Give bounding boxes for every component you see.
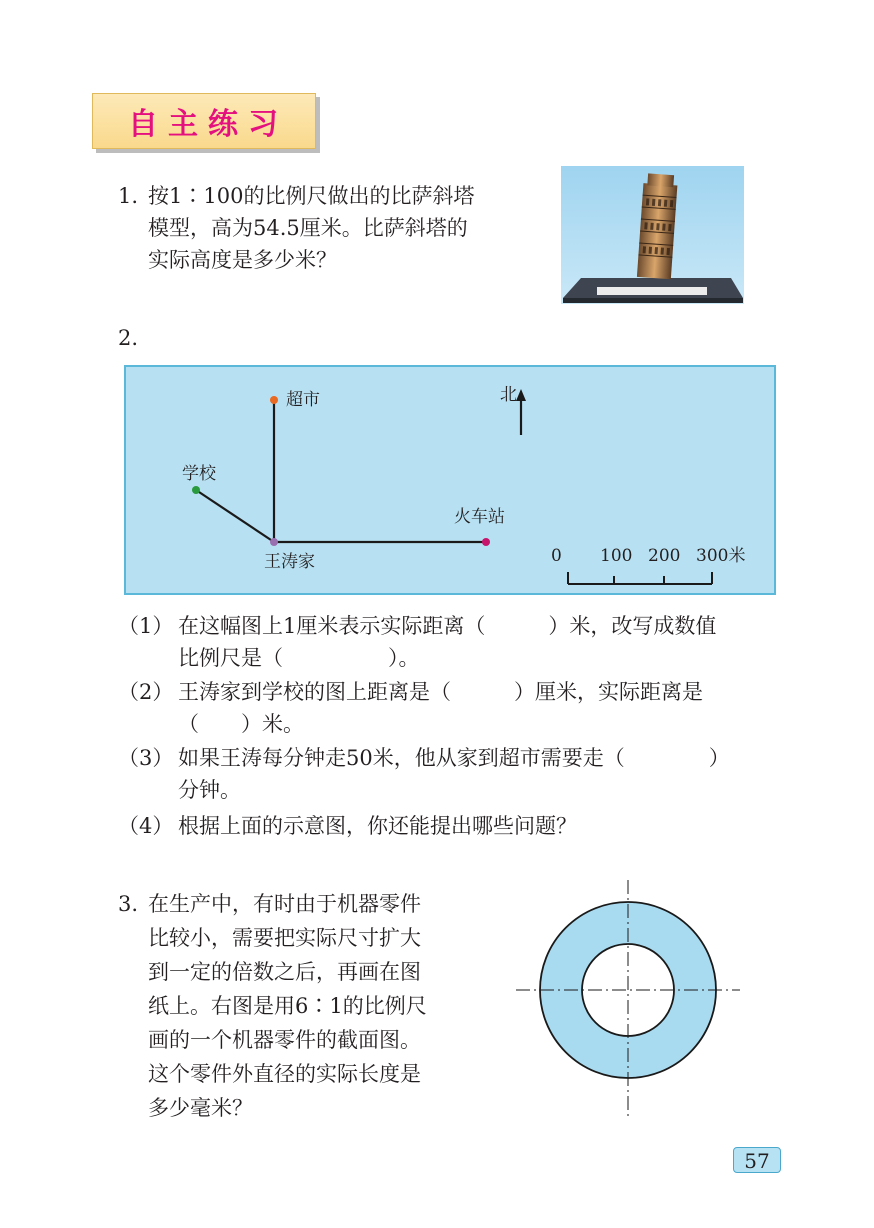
problem3-number: 3.: [118, 892, 139, 916]
question-2-label: （2）: [118, 680, 174, 704]
page-number: 57: [733, 1147, 781, 1173]
label-school: 学校: [182, 464, 216, 484]
question-3-line-1: 如果王涛每分钟走50米，他从家到超市需要走（ ）: [178, 746, 730, 770]
problem3-line-5: 画的一个机器零件的截面图。: [148, 1028, 421, 1052]
question-1-label: （1）: [118, 614, 174, 638]
route-map: [124, 365, 776, 595]
section-title: 自主练习: [128, 107, 288, 142]
scale-tick-300: 300米: [696, 546, 746, 566]
section-title-box: [92, 93, 316, 149]
machine-part-cross-section: [512, 878, 744, 1118]
question-4-label: （4）: [118, 814, 174, 838]
question-3-line-2: 分钟。: [178, 778, 241, 802]
problem3-line-1: 在生产中，有时由于机器零件: [148, 892, 421, 916]
problem1-line-1: 按1∶100的比例尺做出的比萨斜塔: [148, 184, 475, 208]
problem2-number: 2.: [118, 326, 139, 350]
problem3-line-7: 多少毫米？: [148, 1096, 253, 1120]
question-1-line-1: 在这幅图上1厘米表示实际距离（ ）米，改写成数值: [178, 614, 717, 638]
question-2-line-2: （ ）米。: [178, 712, 304, 736]
problem1-number: 1.: [118, 184, 139, 208]
scale-tick-100: 100: [600, 546, 633, 566]
question-4-line-1: 根据上面的示意图，你还能提出哪些问题？: [178, 814, 577, 838]
supermarket-dot: [270, 396, 278, 404]
question-3-label: （3）: [118, 746, 174, 770]
question-2-line-1: 王涛家到学校的图上距离是（ ）厘米，实际距离是: [178, 680, 703, 704]
problem3-line-3: 到一定的倍数之后，再画在图: [148, 960, 421, 984]
label-north: 北: [500, 385, 517, 405]
home-dot: [270, 538, 278, 546]
north-arrow-icon: [516, 389, 526, 401]
leaning-tower-model-photo: [561, 166, 744, 304]
scale-tick-200: 200: [648, 546, 681, 566]
station-dot: [482, 538, 490, 546]
label-home: 王涛家: [264, 552, 315, 572]
question-1-line-2: 比例尺是（ ）。: [178, 646, 420, 670]
scale-bar: [568, 572, 712, 584]
problem3-line-2: 比较小，需要把实际尺寸扩大: [148, 926, 421, 950]
label-supermarket: 超市: [286, 390, 320, 410]
problem1-line-2: 模型，高为54.5厘米。比萨斜塔的: [148, 216, 468, 240]
problem3-line-4: 纸上。右图是用6∶1的比例尺: [148, 994, 427, 1018]
school-dot: [192, 486, 200, 494]
road-home-to-school: [196, 490, 274, 542]
problem3-line-6: 这个零件外直径的实际长度是: [148, 1062, 421, 1086]
problem1-line-3: 实际高度是多少米？: [148, 248, 337, 272]
label-station: 火车站: [454, 507, 505, 527]
scale-tick-0: 0: [551, 546, 562, 566]
